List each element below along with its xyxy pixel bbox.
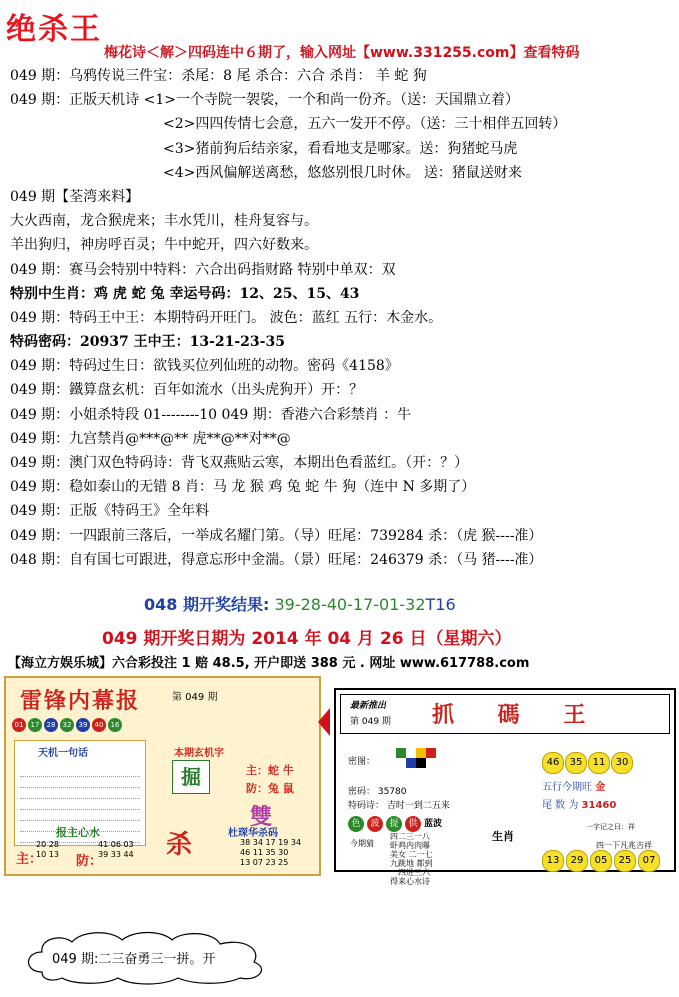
result-label: 048 期开奖结果:	[144, 595, 270, 614]
mima-text: 密码： 35780	[348, 787, 407, 797]
result-special: T16	[425, 595, 456, 614]
tip-line: 049 期：九宫禁肖@***@** 虎**@**对**@	[10, 430, 291, 447]
result-sep: -	[373, 595, 380, 614]
zhuamawang-panel[interactable]	[334, 688, 676, 886]
tip-line: 049 期：鐵算盘玄机：百年如流水（出头虎狗开）开：？	[10, 382, 364, 399]
tianji-title: 天机一句话	[38, 748, 88, 759]
tip-line: 049 期：乌鸦传说三件宝：杀尾：8 尾 杀合：六合 杀肖： 羊 蛇 狗	[10, 68, 427, 84]
tip-line: <3>猪前狗后结亲家，看看地支是哪家。送：狗猪蛇马虎	[163, 140, 518, 157]
xuanji-title: 本期玄机字	[174, 748, 224, 759]
zhu-text: 主：蛇 牛	[246, 764, 294, 777]
arrow-left-icon	[318, 708, 330, 736]
temashi-text: 特码诗： 吉时一到二五来	[348, 801, 450, 811]
ball: 39	[76, 718, 90, 732]
yizi-line: 一字记之曰：祥	[586, 823, 635, 831]
xuanji-keyword: 掘	[172, 760, 210, 794]
result-number: 28	[300, 595, 321, 614]
draw-date: 049 期开奖日期为 2014 年 04 月 26 日（星期六）	[102, 629, 512, 649]
ball: 40	[92, 718, 106, 732]
wuxing-line: 五行今期旺 金	[542, 782, 606, 793]
shuang-char: 雙	[250, 805, 273, 830]
shengxiao-label: 生肖	[492, 830, 514, 843]
riddle-columns: 四二三一八 虾鸡内肉曝 美女 二一七 九跳地 都到 一四进三六 得来心水诗	[390, 832, 433, 886]
result-number: 17	[352, 595, 374, 614]
result-number: 39	[274, 595, 295, 614]
leifeng-period: 第 049 期	[172, 692, 218, 703]
hot-circles	[542, 750, 634, 774]
tip-line: 羊出狗归，神房呼百灵；牛中蛇开，四六好数来。	[10, 237, 318, 254]
ad-link[interactable]: 【海立方娱乐城】六合彩投注 1 赔 48.5, 开户即送 388 元 . 网址 www.617788.com	[8, 656, 530, 671]
hot-number: 30	[611, 752, 633, 774]
fang-numbers: 41 06 03 39 33 44	[98, 840, 134, 859]
ball: 01	[12, 718, 26, 732]
tip-line: 049 期：赛马会特别中特料：六合出码指财路 特别中单双：双	[10, 261, 396, 278]
fang-text: 防：兔 鼠	[246, 782, 294, 795]
shama-numbers: 38 34 17 19 34 46 11 35 30 13 07 23 25	[240, 838, 302, 867]
result-number: 32	[405, 595, 426, 614]
zhuamawang-period: 第 049 期	[350, 717, 391, 727]
ball: 28	[44, 718, 58, 732]
hot-number: 46	[542, 752, 564, 774]
notice-banner[interactable]: 梅花诗＜解＞四码连中６期了，输入网址【www.331255.com】查看特码	[104, 45, 580, 61]
new-tag: 最新推出	[350, 701, 387, 711]
tip-line: 大火西南，龙合猴虎来；丰水凭川，桂舟复容与。	[10, 213, 318, 230]
tip-line: 049 期：特码王中王：本期特码开旺门。 波色：蓝红 五行：木金水。	[10, 309, 443, 326]
tip-line: <2>四四传情七会意，五六一发开不停。（送：三十相伴五回转）	[163, 116, 567, 133]
tip-line: 049 期：一四跟前三落后，一举成名耀门第。（导）旺尾：739284 杀：（虎 猴----准）	[10, 527, 543, 544]
tip-line: 049 期【荃湾来料】	[10, 188, 140, 205]
shama-title: 杜琛华杀码	[228, 828, 278, 839]
leifeng-panel[interactable]	[4, 676, 321, 876]
fang2-label: 防：	[76, 854, 103, 869]
result-sep: -	[320, 595, 327, 614]
xinshui-title: 报主心水	[56, 826, 100, 839]
yizi-line2: 四一下凡兆吉祥	[596, 841, 652, 850]
result-sep: -	[294, 595, 301, 614]
ball: 16	[108, 718, 122, 732]
result-sep: -	[399, 595, 406, 614]
weishu-line: 尾 数 为 31460	[542, 800, 617, 811]
jinqi-label: 今期猜	[350, 839, 374, 848]
tip-line: 049 期：特码过生日：欲钱买位列仙班的动物。密码《4158》	[10, 358, 399, 375]
cloud-callout	[22, 928, 272, 984]
leifeng-title: 雷锋内幕报	[20, 689, 141, 714]
leifeng-balls	[12, 718, 124, 732]
tip-line: 049 期：澳门双色特码诗：背飞双燕贴云寒，本期出色看蓝红。（开：？）	[10, 455, 469, 471]
tip-line: 049 期：稳如泰山的无错 8 肖：马 龙 猴 鸡 兔 蛇 牛 狗（连中 N 多期了）	[10, 479, 476, 496]
tip-line: 049 期：小姐杀特段 01--------10 049 期：香港六合彩禁肖 ：牛	[10, 406, 412, 423]
zhu2-label: 主：	[16, 852, 43, 867]
pw-label: 密图：	[348, 757, 376, 767]
tip-line: 049 期：正版《特码王》全年料	[10, 503, 210, 520]
last-result	[144, 592, 456, 615]
tip-line: <4>西风偏解送离愁，悠悠别恨几时休。 送：猪鼠送财来	[163, 164, 522, 181]
result-number: 40	[326, 595, 348, 614]
result-number: 01	[379, 595, 400, 614]
ball: 32	[60, 718, 74, 732]
tip-line: 049 期：正版天机诗 <1>一个寺院一袈裟，一个和尚一份齐。（送：天国鼎立着）	[10, 92, 519, 109]
hot-number: 35	[565, 752, 587, 774]
tetris-icon	[394, 746, 444, 774]
zhu-numbers: 20 28 10 13	[36, 840, 59, 859]
hot-number: 11	[588, 752, 610, 774]
tips-list	[10, 64, 675, 572]
ball: 17	[28, 718, 42, 732]
tip-line: 特码密码：20937 王中王：13-21-23-35	[10, 334, 285, 351]
tip-line: 048 期：自有国七可跟进，得意忘形中金湍。（景）旺尾：246379 杀：（马 猪----准）	[10, 551, 543, 568]
cloud-text: 049 期:二三奋勇三一拼。开	[52, 952, 216, 967]
sha-char: 杀	[166, 830, 193, 860]
page-title: 绝杀王	[6, 12, 102, 47]
result-sep: -	[347, 595, 353, 614]
zhuamawang-title: 抓 碼 王	[432, 703, 604, 728]
bottom-numbers: 13 29 05 25 07	[542, 848, 662, 872]
color-bar: 色 波 提 供 蓝波	[348, 816, 442, 832]
tip-line: 特别中生肖：鸡 虎 蛇 兔 幸运号码：12、25、15、43	[10, 285, 360, 302]
